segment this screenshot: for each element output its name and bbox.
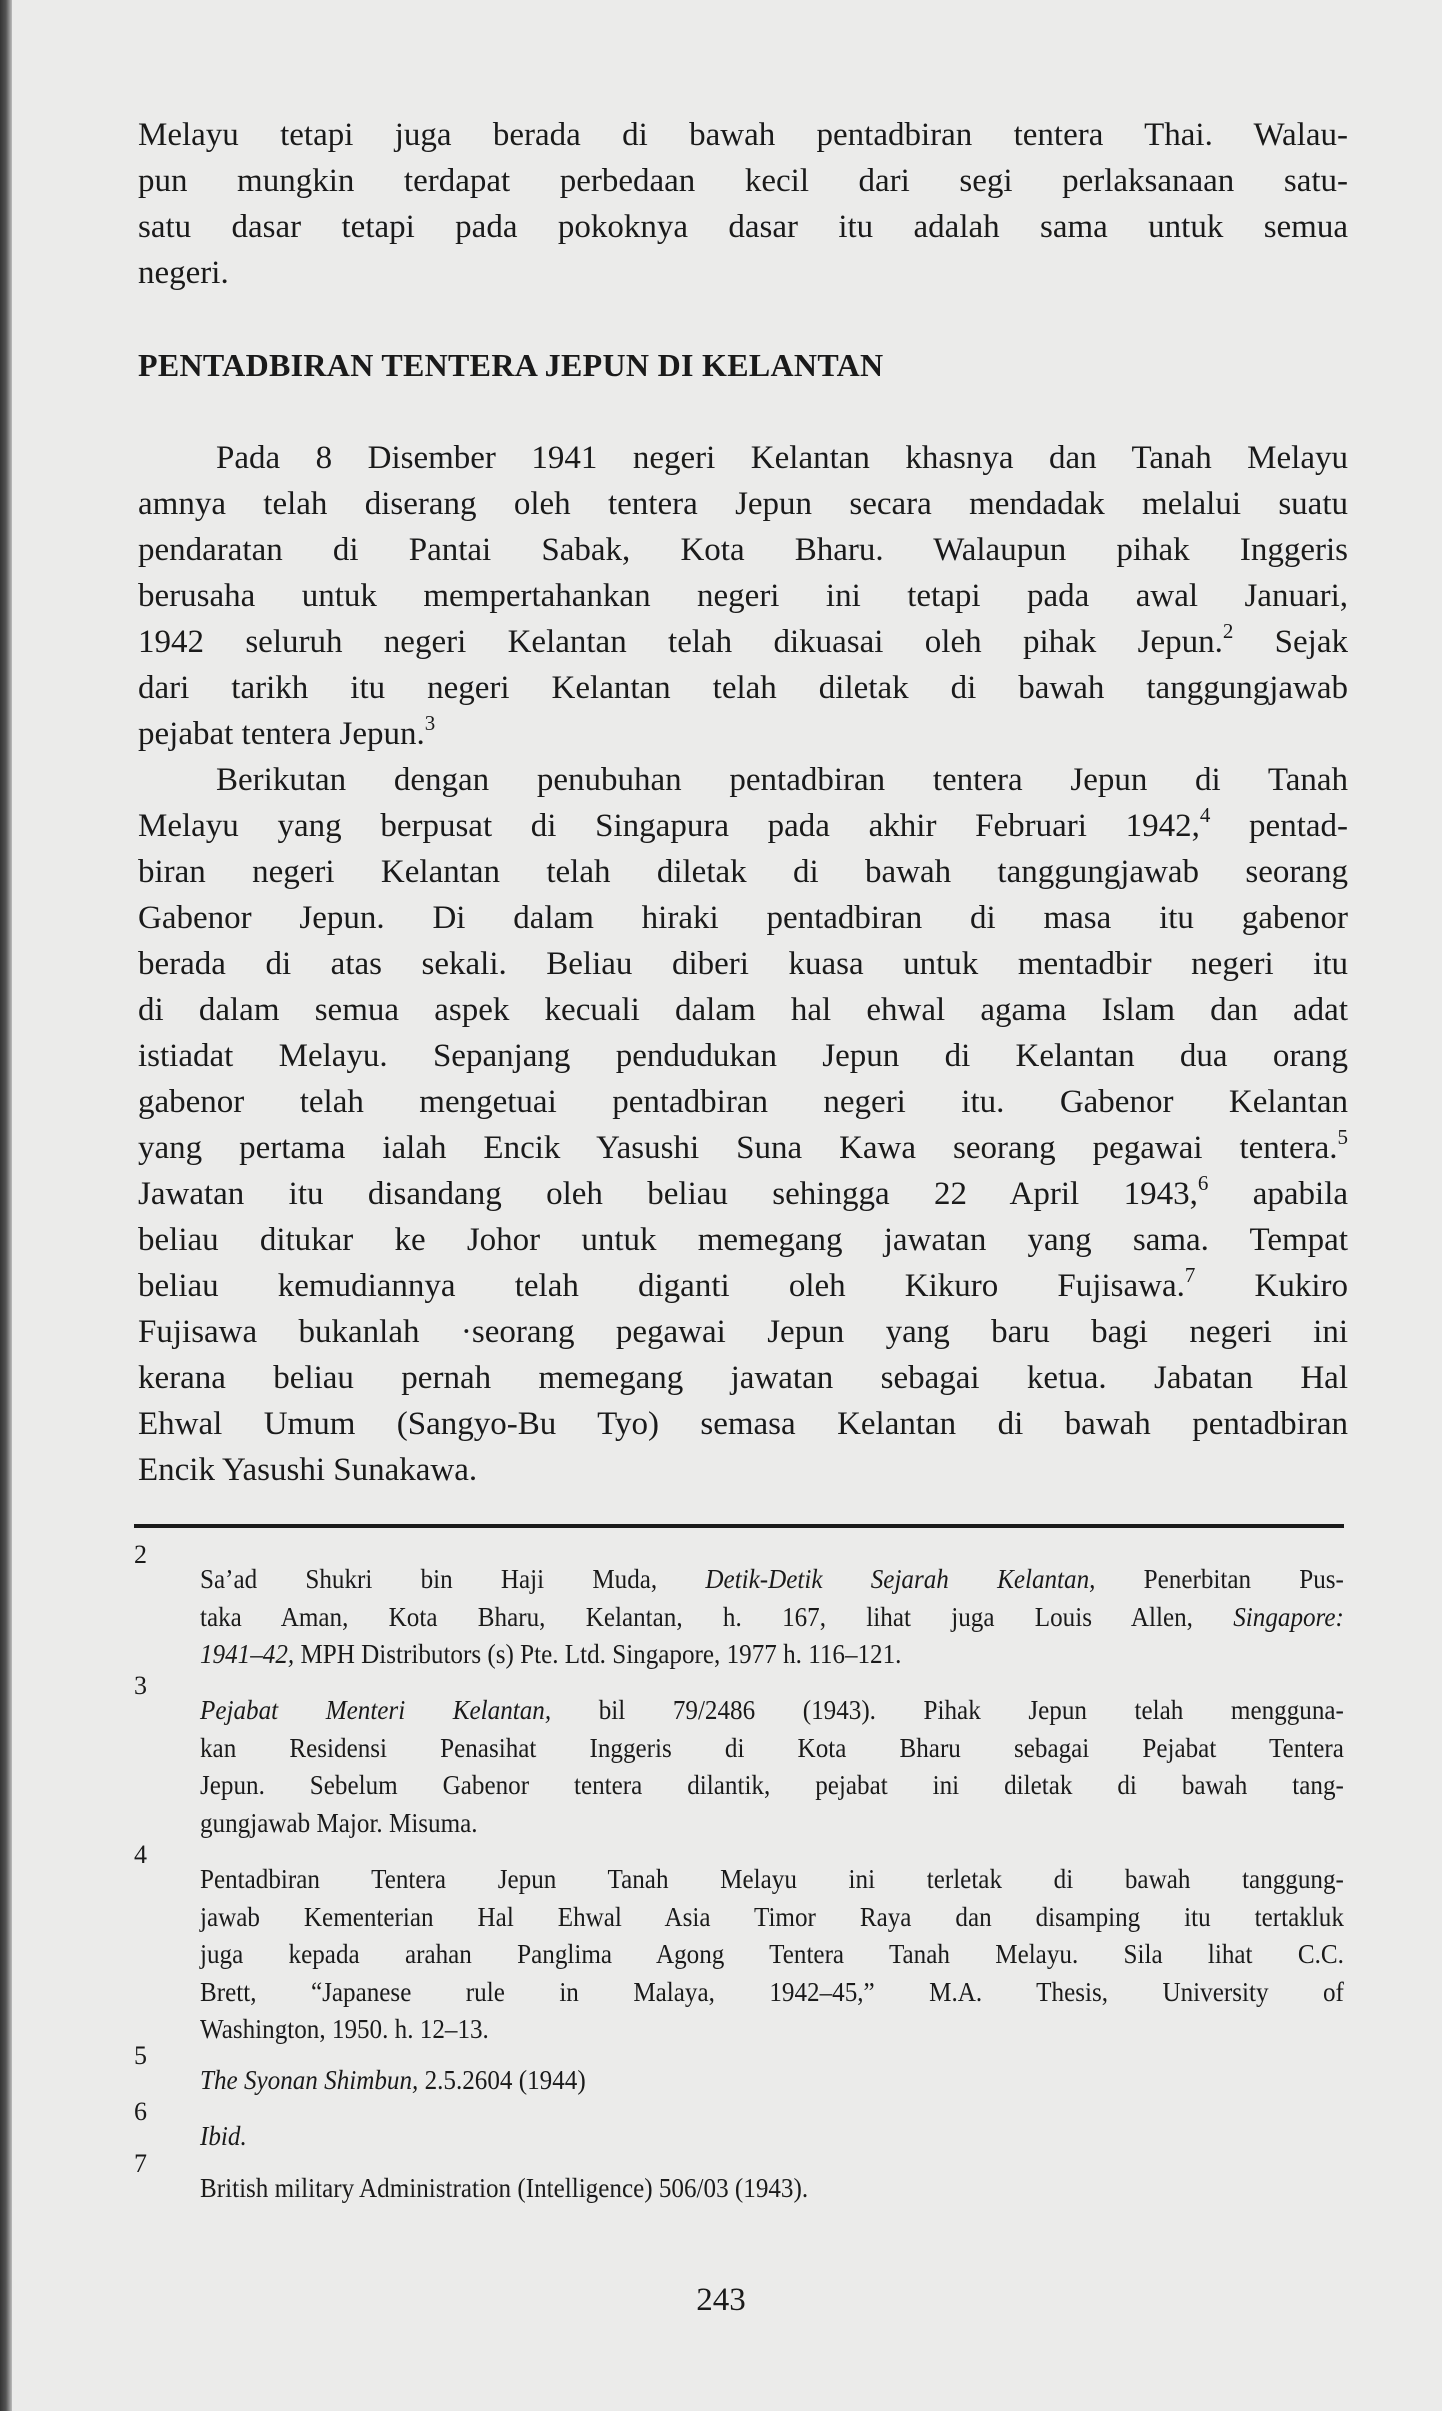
- text-segment: pejabat tentera Jepun.: [138, 716, 425, 752]
- text-line: [138, 1033, 1348, 1079]
- text-segment: Jepun. Sebelum Gabenor tentera dilantik, pejabat ini diletak di bawah tang-: [200, 1770, 1344, 1800]
- footnote-line: [200, 1636, 1344, 1674]
- italic-title: Ibid.: [200, 2121, 247, 2151]
- italic-title: Singapore:: [1233, 1601, 1344, 1632]
- text-segment: 1942 seluruh negeri Kelantan telah dikuasai oleh pihak Jepun.: [138, 624, 1223, 660]
- text-line: [138, 1125, 1348, 1171]
- text-segment: Berikutan dengan penubuhan pentadbiran tentera Jepun di Tanah: [216, 762, 1348, 798]
- text-segment: Encik Yasushi Sunakawa.: [138, 1452, 478, 1488]
- footnote-number: 6: [134, 2097, 147, 2126]
- text-segment: negeri.: [138, 255, 229, 291]
- footnote-line: [200, 2118, 1344, 2156]
- text-segment: bil 79/2486 (1943). Pihak Jepun telah mengguna-: [551, 1695, 1344, 1725]
- text-segment: berada di atas sekali. Beliau diberi kuasa untuk mentadbir negeri itu: [138, 946, 1348, 982]
- italic-title: Detik-Detik Sejarah Kelantan,: [705, 1564, 1096, 1594]
- text-segment: juga kepada arahan Panglima Agong Tentera Tanah Melayu. Sila lihat C.C.: [200, 1939, 1344, 1969]
- footnote-text: [200, 2062, 1344, 2100]
- section-heading: PENTADBIRAN TENTERA JEPUN DI KELANTAN: [138, 347, 884, 383]
- text-segment: pentad-: [1210, 808, 1348, 844]
- footnote-line: [200, 2011, 1344, 2049]
- text-segment: Melayu tetapi juga berada di bawah pentadbiran tentera Thai. Walau-: [138, 117, 1348, 153]
- text-line: [138, 895, 1348, 941]
- text-segment: satu dasar tetapi pada pokoknya dasar itu adalah sama untuk semua: [138, 209, 1348, 245]
- footnote-number: 2: [134, 1540, 147, 1569]
- footnote-line: [200, 2062, 1344, 2100]
- text-segment: Jawatan itu disandang oleh beliau sehingga 22 April 1943,: [138, 1176, 1198, 1212]
- footnote-number: 4: [134, 1840, 147, 1869]
- text-line: [138, 204, 1348, 250]
- footnote-text: [200, 1561, 1344, 1674]
- text-segment: berusaha untuk mempertahankan negeri ini tetapi pada awal Januari,: [138, 578, 1348, 614]
- text-segment: Fujisawa bukanlah ·seorang pegawai Jepun yang baru bagi negeri ini: [138, 1314, 1348, 1350]
- footnote-line: [200, 1767, 1344, 1805]
- footnote-line: [200, 1805, 1344, 1843]
- text-line: [138, 158, 1348, 204]
- footnote-line: [200, 1936, 1344, 1974]
- text-line: [138, 481, 1348, 527]
- text-line: [138, 573, 1348, 619]
- text-segment: Sejak: [1233, 624, 1348, 660]
- text-segment: kan Residensi Penasihat Inggeris di Kota Bharu sebagai Pejabat Tentera: [200, 1732, 1344, 1763]
- text-segment: Penerbitan Pus-: [1095, 1564, 1344, 1594]
- text-segment: dari tarikh itu negeri Kelantan telah diletak di bawah tanggungjawab: [138, 670, 1348, 706]
- text-line: [138, 757, 1348, 803]
- footnote-line: [200, 1692, 1344, 1730]
- footnote-line: [200, 1899, 1344, 1937]
- text-segment: British military Administration (Intelligence) 506/03 (1943).: [200, 2173, 809, 2203]
- text-segment: jawab Kementerian Hal Ehwal Asia Timor Raya dan disamping itu tertakluk: [200, 1901, 1344, 1932]
- footnote-ref: 2: [1222, 619, 1234, 643]
- text-segment: beliau ditukar ke Johor untuk memegang jawatan yang sama. Tempat: [138, 1222, 1348, 1258]
- text-line: [138, 435, 1348, 481]
- text-line: [138, 1401, 1348, 1447]
- footnote-number: 5: [134, 2041, 147, 2070]
- footnote-ref: 4: [1199, 803, 1211, 827]
- text-line: [138, 1447, 1348, 1493]
- text-line: [138, 849, 1348, 895]
- italic-title: The Syonan Shimbun,: [200, 2065, 419, 2095]
- text-line: [138, 1171, 1348, 1217]
- paragraph-1: [138, 435, 1348, 757]
- text-line: [138, 665, 1348, 711]
- text-segment: Pentadbiran Tentera Jepun Tanah Melayu ini terletak di bawah tanggung-: [200, 1864, 1344, 1894]
- text-segment: beliau kemudiannya telah diganti oleh Kikuro Fujisawa.: [138, 1268, 1185, 1304]
- text-segment: Sa’ad Shukri bin Haji Muda,: [200, 1564, 706, 1594]
- footnote-number: 3: [134, 1671, 147, 1700]
- text-segment: apabila: [1208, 1176, 1349, 1212]
- footnote-line: [200, 1861, 1344, 1899]
- text-line: [138, 1217, 1348, 1263]
- footnote-number: 7: [134, 2149, 147, 2178]
- footnote-line: [200, 1730, 1344, 1768]
- text-line: [138, 711, 1348, 757]
- text-segment: gungjawab Major. Misuma.: [200, 1807, 478, 1838]
- footnote-line: [200, 2170, 1344, 2208]
- footnote-line: [200, 1974, 1344, 2012]
- footnote-line: [200, 1599, 1344, 1637]
- text-segment: gabenor telah mengetuai pentadbiran negeri itu. Gabenor Kelantan: [138, 1084, 1348, 1120]
- text-segment: di dalam semua aspek kecuali dalam hal ehwal agama Islam dan adat: [138, 992, 1348, 1028]
- footnote-text: [200, 2118, 1344, 2156]
- text-segment: Ehwal Umum (Sangyo-Bu Tyo) semasa Kelantan di bawah pentadbiran: [138, 1406, 1348, 1442]
- text-segment: Kukiro: [1195, 1268, 1348, 1304]
- text-segment: kerana beliau pernah memegang jawatan sebagai ketua. Jabatan Hal: [138, 1360, 1348, 1396]
- footnote-ref: 7: [1184, 1263, 1196, 1287]
- text-segment: Brett, “Japanese rule in Malaya, 1942–45,” M.A. Thesis, University of: [200, 1976, 1344, 2007]
- text-line: [138, 1355, 1348, 1401]
- page-edge-shadow: [0, 0, 12, 2411]
- footnote-text: [200, 1861, 1344, 2049]
- text-line: [138, 941, 1348, 987]
- text-line: [138, 1079, 1348, 1125]
- text-segment: taka Aman, Kota Bharu, Kelantan, h. 167, lihat juga Louis Allen,: [200, 1601, 1234, 1632]
- footnote-text: [200, 2170, 1344, 2208]
- paragraph-2: [138, 757, 1348, 1493]
- text-segment: Gabenor Jepun. Di dalam hiraki pentadbiran di masa itu gabenor: [138, 900, 1348, 936]
- footnote-line: [200, 1561, 1344, 1599]
- text-segment: amnya telah diserang oleh tentera Jepun secara mendadak melalui suatu: [138, 486, 1348, 522]
- footnote-ref: 3: [424, 711, 436, 735]
- text-line: [138, 803, 1348, 849]
- text-segment: istiadat Melayu. Sepanjang pendudukan Jepun di Kelantan dua orang: [138, 1038, 1348, 1074]
- text-segment: biran negeri Kelantan telah diletak di bawah tanggungjawab seorang: [138, 854, 1348, 890]
- text-line: [138, 987, 1348, 1033]
- text-line: [138, 112, 1348, 158]
- text-line: [138, 619, 1348, 665]
- text-line: [138, 250, 1348, 296]
- footnote-ref: 5: [1337, 1125, 1348, 1149]
- paragraph-continued: [138, 112, 1348, 296]
- text-segment: MPH Distributors (s) Pte. Ltd. Singapore, 1977 h. 116–121.: [294, 1639, 902, 1669]
- text-segment: yang pertama ialah Encik Yasushi Suna Kawa seorang pegawai tentera.: [138, 1130, 1338, 1166]
- text-segment: Melayu yang berpusat di Singapura pada akhir Februari 1942,: [138, 808, 1200, 844]
- text-segment: pun mungkin terdapat perbedaan kecil dari segi perlaksanaan satu-: [138, 163, 1348, 199]
- page-number: 243: [696, 2282, 746, 2318]
- italic-title: 1941–42,: [200, 1639, 295, 1669]
- text-segment: pendaratan di Pantai Sabak, Kota Bharu. Walaupun pihak Inggeris: [138, 532, 1348, 568]
- footnote-text: [200, 1692, 1344, 1842]
- text-line: [138, 1309, 1348, 1355]
- footnote-ref: 6: [1197, 1171, 1209, 1195]
- text-line: [138, 527, 1348, 573]
- text-segment: Pada 8 Disember 1941 negeri Kelantan khasnya dan Tanah Melayu: [216, 440, 1348, 476]
- footnote-divider: [134, 1524, 1344, 1528]
- text-line: [138, 1263, 1348, 1309]
- text-segment: 2.5.2604 (1944): [418, 2065, 586, 2095]
- italic-title: Pejabat Menteri Kelantan,: [200, 1695, 552, 1725]
- text-segment: Washington, 1950. h. 12–13.: [200, 2014, 489, 2044]
